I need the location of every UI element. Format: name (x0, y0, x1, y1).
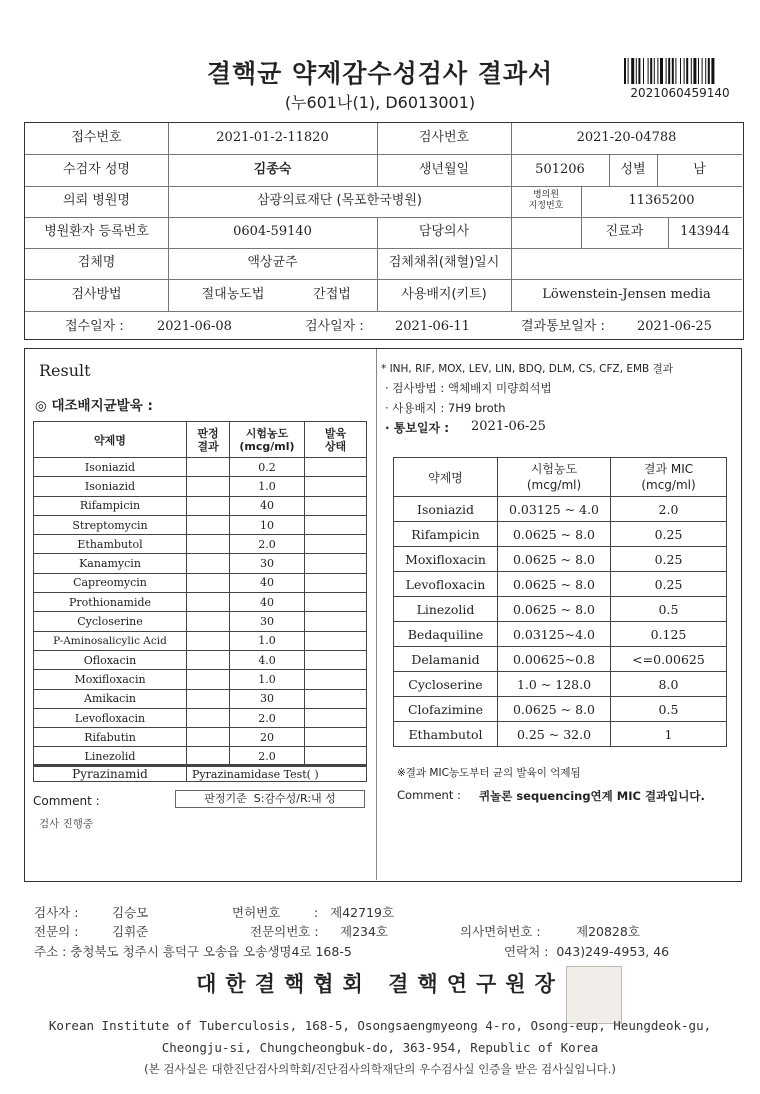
address: 주소 : 충청북도 청주시 흥덕구 오송읍 오송생명4로 168-5 (34, 944, 352, 959)
drug-name-cell: Rifampicin (34, 496, 187, 515)
table-row (34, 496, 367, 515)
doctor-license-number: 제20828호 (576, 924, 640, 939)
table-row (34, 554, 367, 573)
concentration-cell: 1.0 (230, 670, 305, 689)
criteria-box: 판정기준 S:감수성/R:내 성 (175, 790, 365, 808)
concentration-cell: 0.2 (230, 458, 305, 477)
concentration-range-cell: 0.0625 ~ 8.0 (498, 572, 611, 597)
drug-name-cell: Bedaquiline (394, 622, 498, 647)
pyrazinamide-name: Pyrazinamid (72, 767, 148, 781)
judgement-cell (187, 631, 230, 650)
doctor-license-label: 의사면허번호 : (460, 924, 541, 939)
drug-name-cell: Streptomycin (34, 515, 187, 534)
organization-name: 대한결핵협회 결핵연구원장 (196, 972, 564, 996)
drug-name-cell: Levofloxacin (34, 708, 187, 727)
barcode (624, 58, 736, 84)
document-title: 결핵균 약제감수성검사 결과서 (206, 59, 554, 88)
concentration-range-cell: 0.0625 ~ 8.0 (498, 547, 611, 572)
growth-cell (305, 631, 367, 650)
liquid-medium-line: · 사용배지 : 7H9 broth (385, 401, 506, 415)
drug-name-cell: Rifabutin (34, 728, 187, 747)
drug-name-cell: Prothionamide (34, 593, 187, 612)
mic-result-cell: 2.0 (611, 497, 727, 522)
hospital-code-value: 11365200 (628, 193, 695, 208)
sex-value: 남 (693, 162, 706, 177)
table-row (34, 515, 367, 534)
drug-name-cell: Ethambutol (34, 535, 187, 554)
test-no-label: 검사번호 (418, 130, 470, 145)
method-value-1: 절대농도법 (201, 287, 265, 302)
receipt-no-value: 2021-01-2-11820 (216, 130, 329, 145)
mic-result-cell: 0.5 (611, 697, 727, 722)
growth-cell (305, 593, 367, 612)
mic-result-table (393, 457, 727, 747)
concentration-range-cell: 0.25 ~ 32.0 (498, 722, 611, 747)
table-row (34, 708, 367, 727)
growth-cell (305, 728, 367, 747)
judgement-cell (187, 728, 230, 747)
drug-name-cell: Kanamycin (34, 554, 187, 573)
growth-cell (305, 458, 367, 477)
english-address-line-1: Korean Institute of Tuberculosis, 168-5, Osongsaengmyeong 4-ro, Osong-eup, Heungdeok-gu, (48, 1018, 712, 1033)
table-row (394, 572, 727, 597)
table-row (394, 722, 727, 747)
report-date-value: 2021-06-25 (637, 319, 712, 334)
birth-value: 501206 (535, 162, 585, 177)
patient-reg-label: 병원환자 등록번호 (44, 224, 149, 239)
certification-note: (본 검사실은 대한진단검사의학회/진단검사의학재단의 우수검사실 인증을 받은 검사실입니다.) (144, 1062, 616, 1076)
solid-media-result-table (33, 421, 367, 767)
receipt-no-label: 접수번호 (71, 130, 122, 145)
concentration-cell: 40 (230, 496, 305, 515)
table-row (34, 689, 367, 708)
table-row (34, 631, 367, 650)
mic-result-cell: 0.125 (611, 622, 727, 647)
judgement-cell (187, 496, 230, 515)
judgement-cell (187, 650, 230, 669)
col-drug-name: 약제명 (394, 458, 498, 497)
col-drug-name: 약제명 (34, 422, 187, 458)
method-value-2: 간접법 (313, 287, 351, 302)
drug-name-cell: Cycloserine (394, 672, 498, 697)
concentration-cell: 40 (230, 593, 305, 612)
judgement-cell (187, 670, 230, 689)
receipt-date-label: 접수일자 : (65, 319, 124, 334)
judgement-cell (187, 573, 230, 592)
mic-note: ※결과 MIC농도부터 균의 발육이 억제됨 (397, 767, 581, 779)
concentration-range-cell: 0.0625 ~ 8.0 (498, 522, 611, 547)
table-row (394, 697, 727, 722)
pyrazinamidase-test: Pyrazinamidase Test( ) (192, 768, 319, 781)
drug-name-cell: Moxifloxacin (34, 670, 187, 689)
specialist-name: 김휘준 (112, 924, 149, 939)
growth-cell (305, 708, 367, 727)
judgement-cell (187, 689, 230, 708)
growth-cell (305, 554, 367, 573)
drug-name-cell: Rifampicin (394, 522, 498, 547)
mic-result-cell: 0.5 (611, 597, 727, 622)
specialist-label: 전문의 : (34, 924, 79, 939)
tester-name: 김승모 (112, 905, 149, 920)
patient-info-table (24, 122, 744, 340)
medium-label: 사용배지(키트) (401, 287, 487, 302)
mic-result-cell: 0.25 (611, 572, 727, 597)
drug-name-cell: Clofazimine (394, 697, 498, 722)
license-number: : 제42719호 (314, 905, 395, 920)
mic-result-cell: 0.25 (611, 547, 727, 572)
table-row (394, 672, 727, 697)
judgement-cell (187, 708, 230, 727)
table-row (394, 522, 727, 547)
liquid-method-line: · 검사방법 : 액체배지 미량희석법 (385, 381, 552, 395)
department-label: 진료과 (605, 224, 644, 239)
drug-name-cell: Capreomycin (34, 573, 187, 592)
specimen-label: 검체명 (77, 255, 116, 270)
judgement-cell (187, 554, 230, 573)
concentration-cell: 4.0 (230, 650, 305, 669)
patient-reg-value: 0604-59140 (233, 224, 312, 239)
comment-label: Comment : (33, 794, 100, 808)
drug-name-cell: Ofloxacin (34, 650, 187, 669)
method-label: 검사방법 (71, 287, 122, 302)
birth-label: 생년월일 (418, 162, 470, 177)
pyrazinamide-row (33, 764, 367, 782)
concentration-range-cell: 0.03125 ~ 4.0 (498, 497, 611, 522)
growth-cell (305, 689, 367, 708)
table-row (34, 728, 367, 747)
english-address-line-2: Cheongju-si, Chungcheongbuk-do, 363-954, Republic of Korea (161, 1040, 599, 1055)
col-test-concentration: 시험농도 (mcg/ml) (498, 458, 611, 497)
drug-name-cell: Moxifloxacin (394, 547, 498, 572)
concentration-range-cell: 0.00625~0.8 (498, 647, 611, 672)
hospital-code-label: 병의원 지정번호 (528, 190, 564, 211)
specimen-value: 액상균주 (247, 255, 298, 270)
drug-name-cell: Cycloserine (34, 612, 187, 631)
concentration-cell: 30 (230, 689, 305, 708)
medium-value: Löwenstein-Jensen media (542, 287, 711, 302)
col-judgement: 판정 결과 (187, 422, 230, 458)
growth-cell (305, 612, 367, 631)
concentration-cell: 30 (230, 554, 305, 573)
liquid-drugs-line: * INH, RIF, MOX, LEV, LIN, BDQ, DLM, CS, CFZ, EMB 결과 (381, 363, 673, 375)
report-date-label: 결과통보일자 : (521, 319, 605, 334)
concentration-range-cell: 0.0625 ~ 8.0 (498, 597, 611, 622)
drug-name-cell: Delamanid (394, 647, 498, 672)
test-date-value: 2021-06-11 (395, 319, 470, 334)
concentration-cell: 2.0 (230, 708, 305, 727)
growth-cell (305, 670, 367, 689)
drug-name-cell: Linezolid (394, 597, 498, 622)
test-no-value: 2021-20-04788 (576, 130, 677, 145)
drug-name-cell: Isoniazid (394, 497, 498, 522)
doctor-label: 담당의사 (418, 224, 470, 239)
mic-result-cell: 1 (611, 722, 727, 747)
table-row (34, 458, 367, 477)
col-mic-result: 결과 MIC (mcg/ml) (611, 458, 727, 497)
table-row (394, 497, 727, 522)
mic-comment-label: Comment : (397, 788, 461, 802)
growth-cell (305, 496, 367, 515)
concentration-cell: 10 (230, 515, 305, 534)
drug-name-cell: Isoniazid (34, 458, 187, 477)
comment-text: 검사 진행중 (39, 818, 94, 830)
drug-name-cell: Amikacin (34, 689, 187, 708)
table-row (34, 573, 367, 592)
table-row (34, 650, 367, 669)
specialist-no: 제234호 (340, 924, 389, 939)
result-heading: Result (39, 361, 91, 380)
table-header-row (34, 422, 367, 458)
license-label: 면허번호 (232, 905, 281, 920)
results-box (24, 348, 742, 882)
growth-cell (305, 535, 367, 554)
control-growth-heading: ◎ 대조배지균발육 : (35, 398, 153, 414)
mic-comment-text: 퀴놀론 sequencing연계 MIC 결과입니다. (479, 789, 705, 803)
barcode-number: 2021060459140 (630, 86, 730, 100)
concentration-range-cell: 1.0 ~ 128.0 (498, 672, 611, 697)
table-row (394, 547, 727, 572)
liquid-report-date: 2021-06-25 (471, 419, 546, 434)
liquid-report-label: · 통보일자 : (385, 421, 450, 435)
judgement-cell (187, 612, 230, 631)
table-row (34, 477, 367, 496)
growth-cell (305, 515, 367, 534)
drug-name-cell: Isoniazid (34, 477, 187, 496)
table-row (34, 535, 367, 554)
col-test-concentration: 시험농도 (mcg/ml) (230, 422, 305, 458)
concentration-cell: 20 (230, 728, 305, 747)
receipt-date-value: 2021-06-08 (157, 319, 232, 334)
judgement-cell (187, 477, 230, 496)
concentration-cell: 30 (230, 612, 305, 631)
judgement-cell (187, 515, 230, 534)
patient-name-value: 김종숙 (253, 162, 292, 177)
drug-name-cell: P-Aminosalicylic Acid (34, 631, 187, 650)
drug-name-cell: Ethambutol (394, 722, 498, 747)
test-date-label: 검사일자 : (305, 319, 364, 334)
tester-label: 검사자 : (34, 905, 79, 920)
patient-name-label: 수검자 성명 (63, 162, 130, 177)
growth-cell (305, 650, 367, 669)
concentration-range-cell: 0.03125~4.0 (498, 622, 611, 647)
mic-result-cell: <=0.00625 (611, 647, 727, 672)
sex-label: 성별 (620, 162, 646, 177)
document-code: (누601나(1), D6013001) (284, 93, 476, 112)
table-row (394, 622, 727, 647)
col-growth: 발육 상태 (305, 422, 367, 458)
concentration-cell: 1.0 (230, 477, 305, 496)
concentration-cell: 40 (230, 573, 305, 592)
drug-name-cell: Linezolid (34, 747, 187, 766)
growth-cell (305, 477, 367, 496)
collect-date-label: 검체채취(채혈)일시 (388, 255, 500, 270)
department-value: 143944 (680, 224, 730, 239)
judgement-cell (187, 593, 230, 612)
table-row (394, 647, 727, 672)
mic-result-cell: 0.25 (611, 522, 727, 547)
table-row (394, 597, 727, 622)
hospital-label: 의뢰 병원명 (63, 193, 130, 208)
concentration-cell: 2.0 (230, 535, 305, 554)
concentration-cell: 2.0 (230, 747, 305, 766)
judgement-cell (187, 458, 230, 477)
mic-result-cell: 8.0 (611, 672, 727, 697)
concentration-range-cell: 0.0625 ~ 8.0 (498, 697, 611, 722)
drug-name-cell: Levofloxacin (394, 572, 498, 597)
judgement-cell (187, 535, 230, 554)
contact: 연락처 : 043)249-4953, 46 (504, 944, 670, 959)
table-header-row (394, 458, 727, 497)
hospital-value: 삼광의료재단 (목포한국병원) (257, 193, 422, 208)
table-row (34, 593, 367, 612)
growth-cell (305, 573, 367, 592)
table-row (34, 612, 367, 631)
specialist-no-label: 전문의번호 : (250, 924, 319, 939)
table-row (34, 670, 367, 689)
concentration-cell: 1.0 (230, 631, 305, 650)
